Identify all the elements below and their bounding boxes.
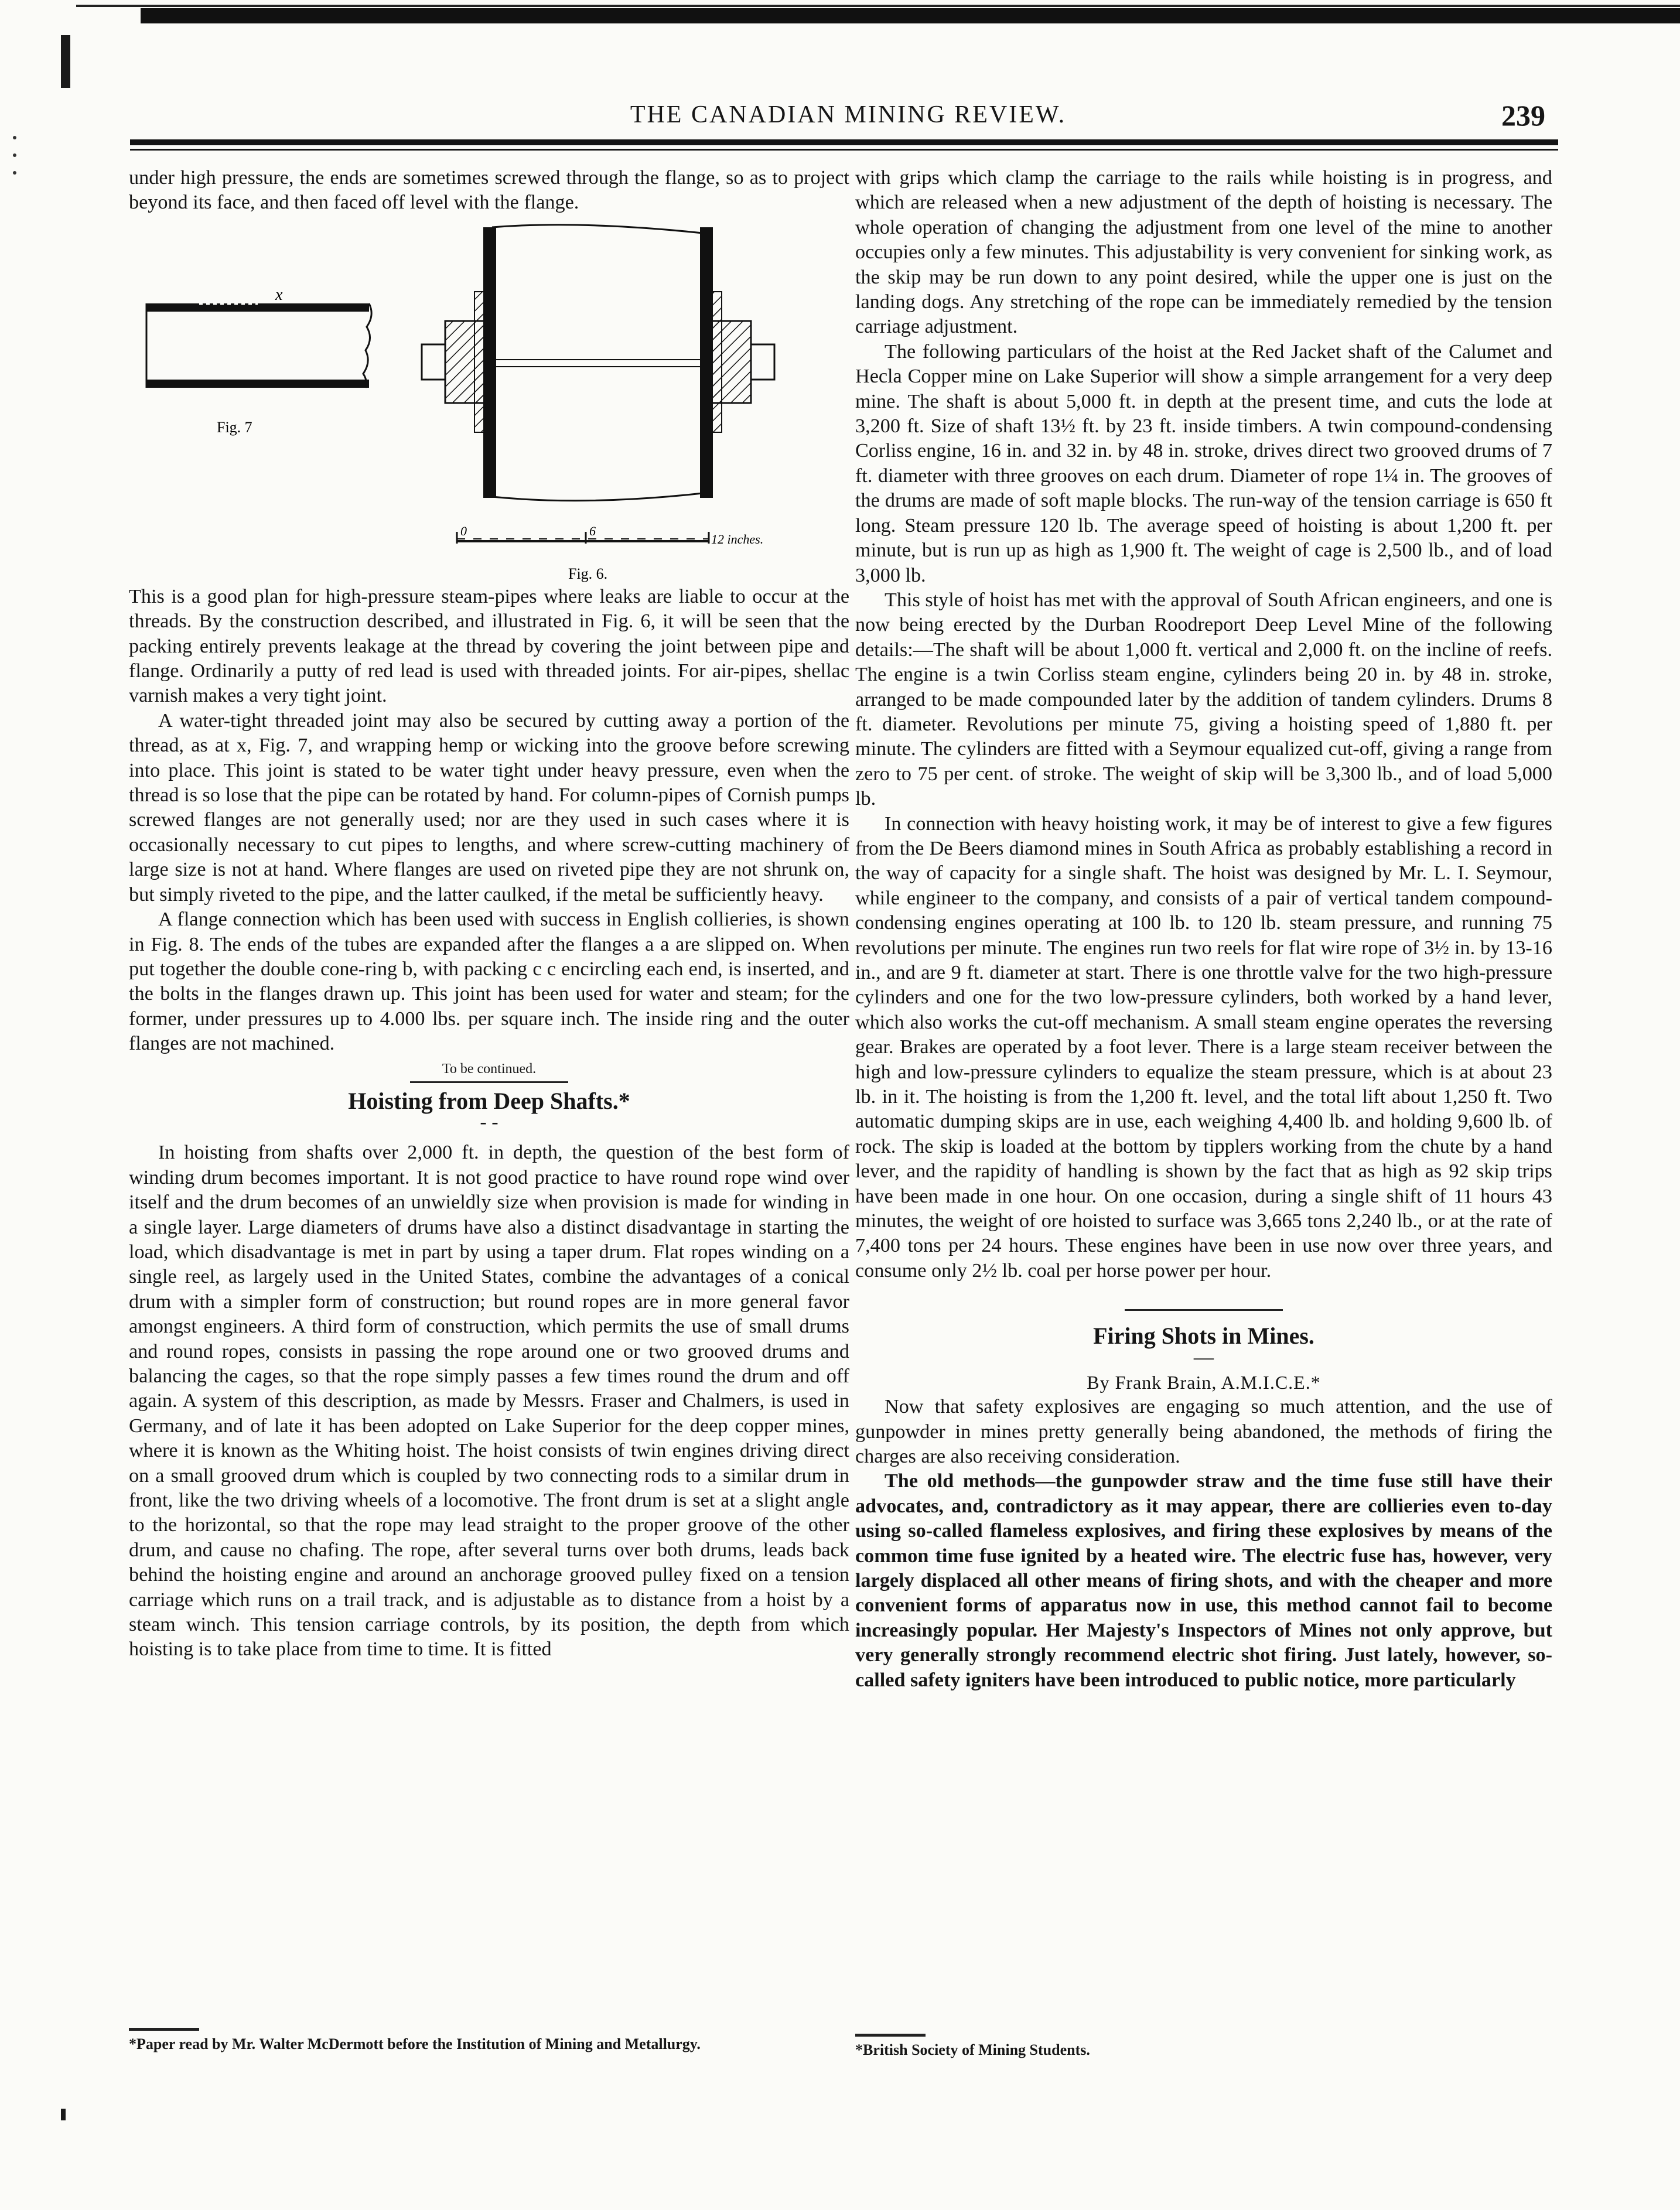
section-rule	[1125, 1309, 1283, 1311]
header-rule-thin	[130, 149, 1558, 151]
top-scan-rule-thin	[76, 5, 1680, 7]
paragraph: The following particulars of the hoist at the Red Jacket shaft of the Calumet and Hecla Copper mine on Lake Superior will show a simple arrangement for a very deep mine. The shaft is about 5,000 ft. in depth at the present time, and cuts the lode at 3,200 ft. Size of shaft 13½ ft. by 23 ft. inside timbers. A twin compound-condensing Corliss engine, 16 in. and 32 in. by 48 in. stroke, drives direct two grooved drums of 7 ft. diameter with three grooves on each drum. Diameter of rope 1¼ in. The grooves of the drums are made of soft maple blocks. The run-way of the tension carriage is 650 ft long. Steam pressure 120 lb. The average speed of hoisting is about 1,200 ft. per minute, but is run up as high as 1,900 ft. The weight of cage is 2,500 lb., and of load 3,000 lb.	[855, 340, 1552, 586]
header-rule-thick	[130, 139, 1558, 145]
fig7-drawing	[146, 286, 371, 388]
fig6-caption: Fig. 6.	[568, 565, 608, 582]
left-footnote	[129, 2028, 849, 2053]
left-column	[129, 166, 849, 1662]
byline: By Frank Brain, A.M.I.C.E.*	[1087, 1371, 1321, 1393]
article-heading: Firing Shots in Mines.	[1093, 1323, 1314, 1350]
pipe-joint-figures	[129, 216, 849, 585]
fig7-x-label: x	[275, 285, 283, 304]
footnote-rule	[129, 2028, 199, 2031]
scale-end: 12 inches.	[711, 531, 764, 546]
paragraph: with grips which clamp the carriage to the rails while hoisting is in progress, and which are released when a new adjustment of the depth of hoisting is necessary. The whole operation of changing the adjustment from one level of the mine to another occupies only a few minutes. This adjustability is very convenient for sinking work, as the skip may be run down to any point desired, while the upper one is just on the landing dogs. Any stretching of the rope can be immediately remedied by the tension carriage adjustment.	[855, 167, 1552, 338]
paragraph: The old methods—the gunpowder straw and the time fuse still have their advocates, and, contradictory as it may appear, there are collieries even to-day using so-called flameless explosives, and firing these explosives by means of the common time fuse ignited by a heated wire. The electric fuse has, however, very largely displaced all other means of firing shots, and with the cheaper and more convenient forms of apparatus now in use, this method cannot fail to become increasingly popular. Her Majesty's Inspectors of Mines not only approve, but very generally strongly recommend electric shot firing. Just lately, however, so-called safety igniters have been introduced to public notice, more particularly	[855, 1470, 1552, 1691]
section-rule	[410, 1081, 568, 1083]
journal-title: THE CANADIAN MINING REVIEW.	[630, 101, 1067, 128]
footnote-text: *British Society of Mining Students.	[855, 2041, 1090, 2058]
margin-speck	[13, 171, 16, 175]
to-be-continued: To be continued.	[442, 1061, 537, 1077]
margin-speck	[13, 153, 16, 157]
right-column	[855, 166, 1552, 1693]
article-heading: Hoisting from Deep Shafts.*	[348, 1087, 630, 1114]
right-footnote	[855, 2034, 1552, 2059]
left-margin-mark	[61, 35, 70, 88]
scale-start: 0	[460, 523, 467, 538]
left-margin-mark-bottom	[61, 2109, 66, 2120]
footnote-text: *Paper read by Mr. Walter McDermott before the Institution of Mining and Metallurgy.	[129, 2035, 701, 2052]
heading-dash: —	[1193, 1346, 1214, 1368]
heading-dash: - -	[480, 1111, 498, 1133]
scale-mid: 6	[589, 523, 596, 538]
paragraph: A water-tight threaded joint may also be secured by cutting away a portion of the thread, as at x, Fig. 7, and wrapping hemp or wicking into the groove before screwing into place. This joint is stated to be water tight under heavy pressure, even when the thread is so lose that the pipe can be rotated by hand. For column-pipes of Cornish pumps screwed flanges are not generally used; nor are they used in such cases where it is occasionally necessary to cut pipes to lengths, and where screw-cutting machinery of large size is not at hand. Where flanges are used on riveted pipe they are not shrunk on, but simply riveted to the pipe, and the latter caulked, if the metal be sufficiently heavy.	[129, 709, 849, 906]
paragraph: A flange connection which has been used with success in English collieries, is shown in Fig. 8. The ends of the tubes are expanded after the flanges a a are slipped on. When put together the double cone-ring b, with packing c c encircling each end, is inserted, and the bolts in the flanges drawn up. This joint has been used for water and steam; for the former, under pressures up to 4.000 lbs. per square inch. The inside ring and the outer flanges are not machined.	[129, 908, 849, 1055]
margin-speck	[13, 136, 16, 139]
paragraph: Now that safety explosives are engaging so much attention, and the use of gunpowder in mines pretty generally being abandoned, the methods of firing the charges are also receiving consideration.	[855, 1396, 1552, 1467]
paragraph: This style of hoist has met with the approval of South African engineers, and one is now being erected by the Durban Roodreport Deep Level Mine of the following details:—The shaft will be about 1,000 ft. vertical and 2,000 ft. on the incline of reefs. The engine is a twin Corliss steam engine, cylinders being 20 in. by 48 in. stroke, arranged to be made compounded later by the addition of tandem cylinders. Drums 8 ft. diameter. Revolutions per minute 75, giving a hoisting speed of 1,880 ft. per minute. The cylinders are fitted with a Seymour equalized cut-off, giving a range from zero to 75 per cent. of stroke. The weight of skip will be 3,300 lb., and of load 5,000 lb.	[855, 589, 1552, 810]
paragraph: In connection with heavy hoisting work, it may be of interest to give a few figures from the De Beers diamond mines in South Africa as probably establishing a record in the way of capacity for a single shaft. The hoist was designed by Mr. L. I. Seymour, while engineer to the company, and consists of a pair of vertical tandem compound-condensing engines operating at 100 lb. to 120 lb. steam pressure, and running 75 revolutions per minute. The engines run two reels for flat wire rope of 3½ in. by 13-16 in., and are 9 ft. diameter at start. There is one throttle valve for the two high-pressure cylinders and one for the two low-pressure cylinders, both worked by a hand lever, which also works the cut-off mechanism. A small steam engine operates the reversing gear. Brakes are operated by a foot lever. There is a large steam receiver between the high and low-pressure cylinders to equalize the steam pressure, which is at about 23 lb. in it. The hoisting is from the 1,200 ft. level, and the total lift about 1,250 ft. Two automatic dumping skips are in use, each weighing 4,400 lb. and holding 9,600 lb. of rock. The skip is loaded at the bottom by tipplers working from the chute by a hand lever, and the rapidity of handling is shown by the fact that as high as 92 skip trips have been made in one hour. On one occasion, during a single shift of 11 hours 43 minutes, the weight of ore hoisted to surface was 3,665 tons 2,240 lb., or at the rate of 7,400 tons per 24 hours. These engines have been in use now over three years, and consume only 2½ lb. coal per horse power per hour.	[855, 812, 1552, 1282]
fig6-drawing	[422, 225, 774, 546]
figure-area	[129, 216, 849, 585]
paragraph: In hoisting from shafts over 2,000 ft. in depth, the question of the best form of winding drum becomes important. It is not good practice to have round rope wind over itself and the drum becomes of an unwieldly size when provision is made for winding in a single layer. Large diameters of drums have also a distinct disadvantage in starting the load, which disadvantage is met in part by using a taper drum. Flat ropes winding on a single reel, as largely used in the United States, combine the advantages of a conical drum with a simpler form of construction; but round ropes are in more general favor amongst engineers. A third form of construction, which permits the use of small drums and round ropes, consists in passing the rope around one or two grooved drums and balancing the cages, so that the rope simply passes a few times round the drum and off again. A system of this description, as made by Messrs. Fraser and Chalmers, is used in Germany, and of late it has been adopted on Lake Superior for the deep copper mines, where it is known as the Whiting hoist. The hoist consists of twin engines driving direct on a small grooved drum which is coupled by two connecting rods to a similar drum in front, like the two driving wheels of a locomotive. The front drum is set at a slight angle to the horizontal, so that the rope may lead straight to the proper groove of the other drum, and cause no chafing. The rope, after several turns over both drums, leads back behind the hoisting engine and around an anchorage grooved pulley fixed on a tension carriage which runs on a trail track, and is adjustable as to distance from a hoist by a steam winch. This tension carriage controls, by its position, the depth from which hoisting is to take place from time to time. It is fitted	[129, 1142, 849, 1661]
fig7-caption: Fig. 7	[217, 418, 252, 436]
paragraph: This is a good plan for high-pressure steam-pipes where leaks are liable to occur at the threads. By the construction described, and illustrated in Fig. 6, it will be seen that the packing entirely prevents leakage at the thread by covering the joint between pipe and flange. Ordinarily a putty of red lead is used with threaded joints. For air-pipes, shellac varnish makes a very tight joint.	[129, 585, 849, 707]
page-number: 239	[1501, 99, 1545, 132]
footnote-rule	[855, 2034, 926, 2037]
spacer	[855, 1283, 1552, 1309]
paragraph: under high pressure, the ends are sometimes screwed through the flange, so as to project beyond its face, and then faced off level with the flange.	[129, 167, 849, 214]
top-scan-rule	[141, 8, 1680, 23]
running-header	[134, 98, 1563, 139]
